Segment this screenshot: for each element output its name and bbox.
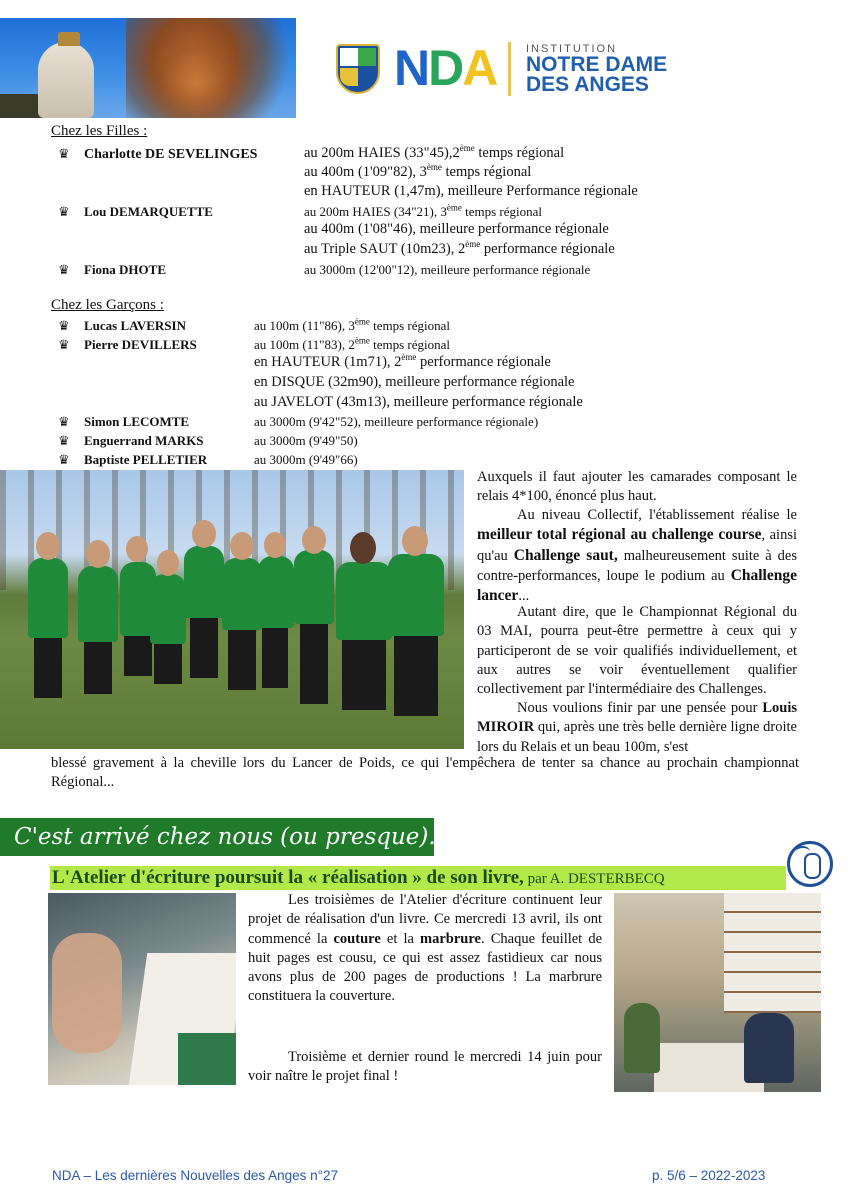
boys-section-title: Chez les Garçons : (51, 297, 164, 313)
performance-line: au 100m (11"86), 3ème temps régional (254, 316, 451, 333)
athlete-name: Pierre DEVILLERS (84, 337, 197, 352)
article-paragraph: blessé gravement à la cheville lors du Lancer de Poids, ce qui l'empêchera de tenter sa chance au prochain championnat Régional... (51, 755, 799, 791)
article-paragraph: Autant dire, que le Championnat Régional du 03 MAI, pourra peut-être permettre à ceux qui y participeront de se voir qualifiés individuellement, et aux autres se voir éventuellement qualifier collectivement par l'intermédiaire des Challenges. (477, 604, 797, 698)
performance-line: au 3000m (9'42"52), meilleure performance régionale) (254, 414, 539, 429)
article-paragraph: Au niveau Collectif, l'établissement réalise le meilleur total régional au challenge course, ainsi qu'au Challenge saut, malheureusement suite à des contre-performances, loupe le podium au Challenge lancer... (477, 507, 798, 605)
atelier-title-bar (50, 866, 786, 890)
logo-institution-label: INSTITUTION (526, 43, 618, 55)
athlete-name: Charlotte DE SEVELINGES (84, 147, 258, 162)
athlete-name-row (58, 412, 189, 431)
athlete-name-row (58, 202, 213, 221)
article-paragraph: Auxquels il faut ajouter les camarades composant le relais 4*100, énoncé plus haut. (477, 469, 797, 505)
performance-line: au 400m (1'09"82), 3ème temps régional (304, 162, 532, 180)
section-banner (0, 818, 451, 856)
performance-line: au 3000m (12'00"12), meilleure performance régionale (304, 262, 591, 277)
atelier-title: L'Atelier d'écriture poursuit la « réalisation » de son livre, par A. DESTERBECQ (52, 867, 665, 888)
crown-icon: ♛ (58, 452, 70, 467)
atelier-paragraph: Troisième et dernier round le mercredi 14 juin pour voir naître le projet final ! (248, 1049, 602, 1085)
crown-icon: ♛ (58, 318, 70, 333)
autumn-foliage (136, 48, 256, 118)
crown-icon: ♛ (58, 433, 70, 448)
bookbinding-photo (48, 893, 236, 1085)
logo-divider (508, 42, 511, 96)
atelier-paragraph: Les troisièmes de l'Atelier d'écriture continuent leur projet de réalisation d'un livre. Ce mercredi 13 avril, ils ont commencé la couture et la marbrure. Chaque feuillet de huit pages est cousu, ce qui est assez fastidieux car nous avons plus de 200 pages de productions ! La marbrure constituera la couverture. (248, 892, 603, 1005)
performance-line: au 400m (1'08"46), meilleure performance régionale (304, 221, 609, 237)
section-banner-title: C'est arrivé chez nous (ou presque)... (14, 824, 451, 850)
logo-name-line1: NOTRE DAME (526, 53, 668, 76)
performance-line: au 3000m (9'49"66) (254, 452, 358, 467)
coat-of-arms-icon (336, 44, 380, 94)
performance-line: au Triple SAUT (10m23), 2ème performance régionale (304, 239, 615, 257)
performance-line: au 200m HAIES (33"45),2ème temps régional (304, 143, 565, 161)
crown-icon: ♛ (58, 414, 70, 429)
athlete-name: Fiona DHOTE (84, 262, 166, 277)
athlete-name: Simon LECOMTE (84, 414, 190, 429)
footer-title: NDA – Les dernières Nouvelles des Anges n°27 (52, 1168, 339, 1183)
athlete-name: Lou DEMARQUETTE (84, 204, 213, 219)
statue-crown (58, 32, 80, 46)
atelier-author: par A. DESTERBECQ (523, 871, 665, 887)
performance-line: en HAUTEUR (1m71), 2ème performance régionale (254, 352, 551, 370)
nda-logo (336, 40, 676, 96)
crown-icon: ♛ (58, 146, 70, 161)
performance-line: au 3000m (9'49"50) (254, 433, 358, 448)
athlete-name: Baptiste PELLETIER (84, 452, 208, 467)
crown-icon: ♛ (58, 204, 70, 219)
performance-line: au 100m (11"83), 2ème temps régional (254, 335, 451, 352)
crown-icon: ♛ (58, 337, 70, 352)
workshop-photo (614, 893, 821, 1092)
computer-mouse-icon (787, 841, 833, 887)
athlete-name-row (58, 335, 197, 354)
athlete-name: Lucas LAVERSIN (84, 318, 186, 333)
statue-figure (38, 42, 94, 118)
logo-name-line2: DES ANGES (526, 73, 649, 96)
girls-section-title: Chez les Filles : (51, 123, 148, 139)
performance-line: au JAVELOT (43m13), meilleure performance régionale (254, 394, 583, 410)
athlete-name-row (58, 144, 257, 164)
logo-monogram: NDA (394, 40, 497, 96)
athlete-name-row (58, 260, 166, 279)
performance-line: au 200m HAIES (34"21), 3ème temps régional (304, 202, 543, 219)
athlete-name-row (58, 316, 186, 335)
header-photo (0, 18, 296, 118)
athlete-name-row (58, 450, 207, 469)
team-photo (0, 470, 464, 749)
athlete-name: Enguerrand MARKS (84, 433, 204, 448)
footer-page-number: p. 5/6 – 2022-2023 (652, 1168, 766, 1183)
athlete-name-row (58, 431, 204, 450)
article-paragraph: Nous voulions finir par une pensée pour Louis MIROIR qui, après une très belle dernière ligne droite lors du Relais et un beau 100m, s'est (477, 700, 797, 755)
crown-icon: ♛ (58, 262, 70, 277)
performance-line: en DISQUE (32m90), meilleure performance régionale (254, 374, 575, 390)
performance-line: en HAUTEUR (1,47m), meilleure Performance régionale (304, 183, 638, 199)
